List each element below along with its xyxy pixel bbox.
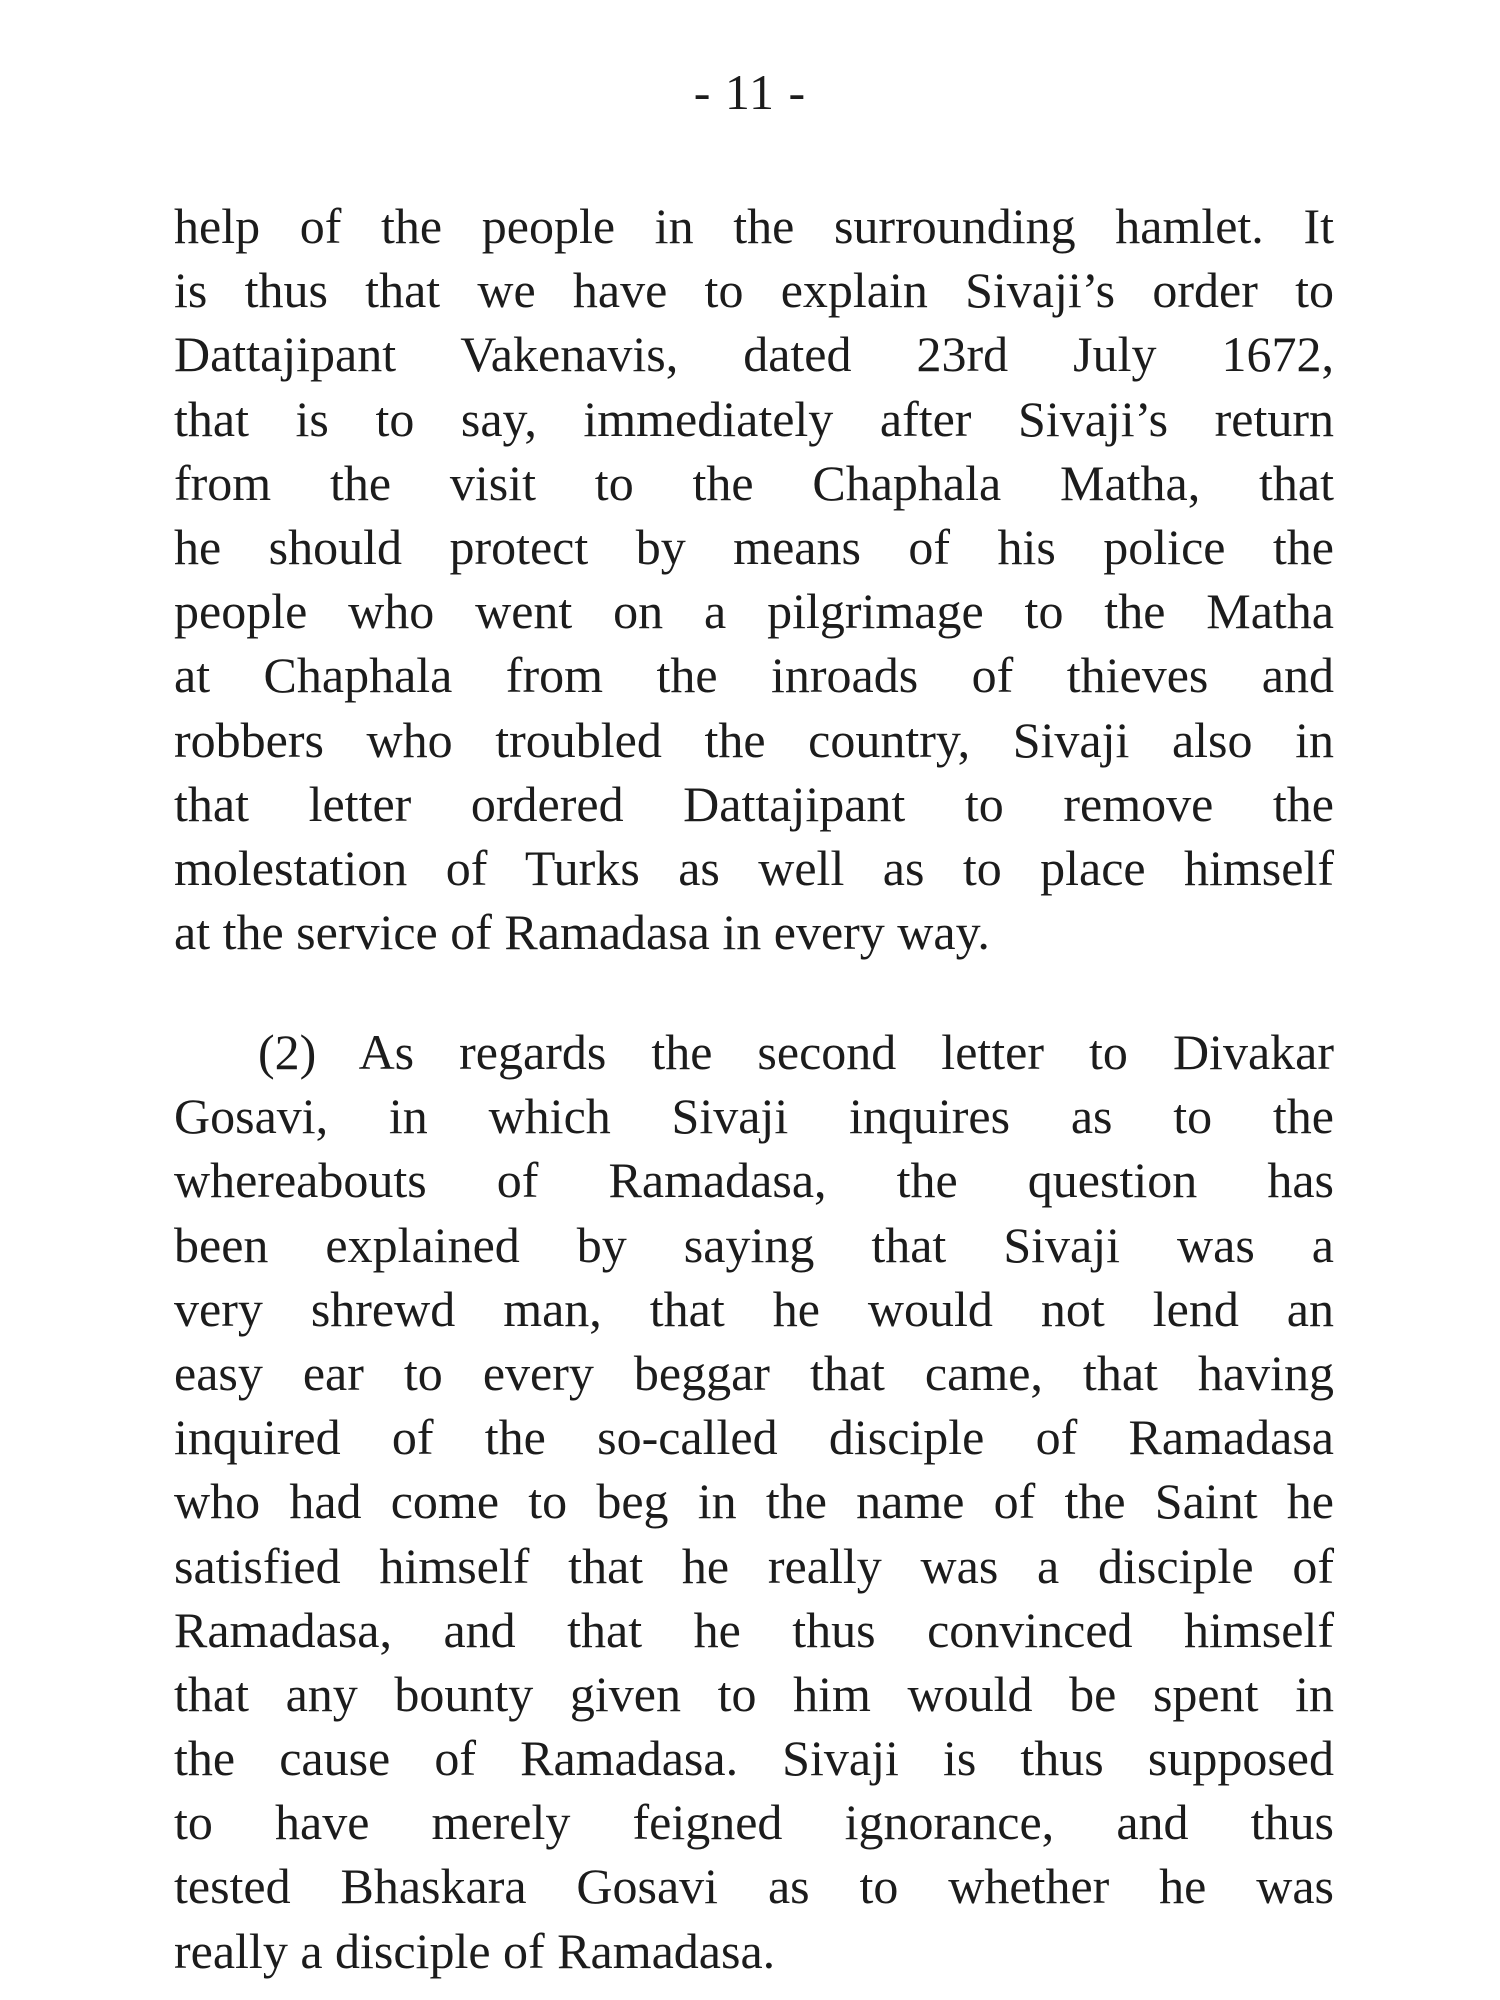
text-line: that any bounty given to him would be spent in [174, 1665, 1334, 1722]
page-number: - 11 - [693, 64, 807, 120]
paragraph-1 [174, 194, 1334, 964]
text-line: help of the people in the surrounding hamlet. It [174, 198, 1334, 254]
text-line: tested Bhaskara Gosavi as to whether he was [174, 1858, 1334, 1915]
text-line: at the service of Ramadasa in every way. [174, 904, 990, 961]
text-line: robbers who troubled the country, Sivaji also in [174, 711, 1334, 768]
text-line: to have merely feigned ignorance, and thus [174, 1794, 1334, 1851]
text-line: easy ear to every beggar that came, that having [174, 1344, 1334, 1401]
text-line: he should protect by means of his police the [174, 518, 1334, 575]
text-line: inquired of the so-called disciple of Ramadasa [174, 1409, 1334, 1466]
text-line: people who went on a pilgrimage to the Matha [174, 583, 1334, 640]
text-line: is thus that we have to explain Sivaji’s order to [174, 262, 1334, 319]
text-line: that letter ordered Dattajipant to remove the [174, 775, 1334, 832]
text-line: whereabouts of Ramadasa, the question has [174, 1152, 1334, 1209]
text-line: Dattajipant Vakenavis, dated 23rd July 1672, [174, 326, 1334, 383]
paragraph-2 [174, 1020, 1334, 1983]
text-line: been explained by saying that Sivaji was a [174, 1216, 1334, 1273]
text-line: really a disciple of Ramadasa. [174, 1922, 776, 1979]
text-line: molestation of Turks as well as to place himself [174, 839, 1334, 896]
text-line: satisfied himself that he really was a disciple of [174, 1537, 1334, 1594]
text-line: Ramadasa, and that he thus convinced himself [174, 1601, 1334, 1658]
text-line: from the visit to the Chaphala Matha, that [174, 454, 1334, 511]
text-line: (2) As regards the second letter to Divakar [258, 1024, 1334, 1080]
text-line: at Chaphala from the inroads of thieves and [174, 647, 1334, 704]
text-line: very shrewd man, that he would not lend an [174, 1280, 1334, 1337]
text-line: that is to say, immediately after Sivaji’s return [174, 390, 1334, 447]
text-line: Gosavi, in which Sivaji inquires as to the [174, 1088, 1334, 1145]
text-line: who had come to beg in the name of the Saint he [174, 1473, 1334, 1530]
text-line: the cause of Ramadasa. Sivaji is thus supposed [174, 1730, 1334, 1787]
